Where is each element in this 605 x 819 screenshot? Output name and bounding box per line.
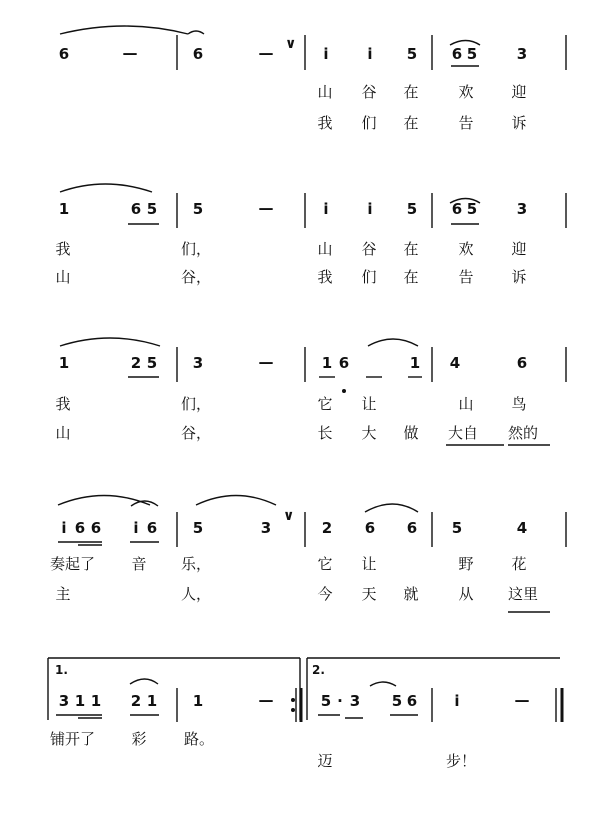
lyric: 在 <box>403 268 419 286</box>
breath-mark: ∨ <box>283 508 295 524</box>
note: 6 <box>74 519 86 537</box>
lyric: 然的 <box>508 424 539 442</box>
note: 6 <box>451 45 463 63</box>
lyric: 诉 <box>511 114 527 132</box>
note: 5 <box>192 519 204 537</box>
volta-label: 2. <box>312 663 325 677</box>
lyric: 们， <box>181 395 212 413</box>
lyric: 告 <box>458 268 474 286</box>
slur-arc <box>196 496 276 506</box>
lyric: 天 <box>361 585 377 603</box>
lyric: 欢 <box>458 240 474 258</box>
note: 1 <box>192 692 204 710</box>
lyric: 山 <box>317 83 333 101</box>
note: 2 <box>321 519 333 537</box>
note: 1 <box>146 692 158 710</box>
lyric: 迎 <box>511 83 527 101</box>
note: 5 <box>146 354 158 372</box>
lyric: 们， <box>181 240 212 258</box>
note: 2 <box>130 692 142 710</box>
lyric: 们 <box>361 268 377 286</box>
note: i <box>454 692 460 710</box>
lyric: 就 <box>403 585 419 603</box>
lyric: 音 <box>131 555 147 573</box>
note: 5 <box>466 200 478 218</box>
lyric: 它 <box>317 555 333 573</box>
note: 6 <box>58 45 70 63</box>
lyric: 让 <box>361 555 377 573</box>
tie-arc <box>188 31 204 34</box>
tie-arc <box>60 26 188 34</box>
lyric: 我 <box>317 268 333 286</box>
note: 3 <box>516 200 528 218</box>
dot-note: · <box>337 692 343 710</box>
slur-arc <box>365 504 418 512</box>
slur-arc <box>60 184 152 192</box>
dash-hold: — <box>122 44 138 62</box>
repeat-dot <box>291 698 295 702</box>
note: 5 <box>406 45 418 63</box>
lyric: 人， <box>181 585 212 603</box>
note: 1 <box>409 354 421 372</box>
lyric: 我 <box>55 395 71 413</box>
lyric: 让 <box>361 395 377 413</box>
dash-hold: — <box>258 691 274 709</box>
breath-mark: ∨ <box>285 36 297 52</box>
dash-hold: — <box>258 44 274 62</box>
slur-arc <box>130 679 158 684</box>
note: 6 <box>406 692 418 710</box>
lyric: 迈 <box>317 752 333 770</box>
lyric: 欢 <box>458 83 474 101</box>
note: 3 <box>260 519 272 537</box>
lyric: 谷 <box>361 83 377 101</box>
note: 4 <box>449 354 461 372</box>
note: 3 <box>192 354 204 372</box>
lyric: 在 <box>403 240 419 258</box>
lyric: 鸟 <box>511 395 527 413</box>
note: 3 <box>516 45 528 63</box>
note: 3 <box>349 692 361 710</box>
note: i <box>323 45 329 63</box>
lyric: 山 <box>317 240 333 258</box>
repeat-dot <box>291 708 295 712</box>
lyric: 铺开了 <box>50 730 96 748</box>
note: 1 <box>58 354 70 372</box>
lyric: 野 <box>458 555 474 573</box>
note: 5 <box>192 200 204 218</box>
lyric: 长 <box>317 424 333 442</box>
note: 6 <box>338 354 350 372</box>
note: 6 <box>364 519 376 537</box>
note: 5 <box>406 200 418 218</box>
lyric: 今 <box>317 585 333 603</box>
octave-dot <box>342 389 346 393</box>
note: 1 <box>321 354 333 372</box>
note: 5 <box>466 45 478 63</box>
volta-label: 1. <box>55 663 68 677</box>
lyric: 乐， <box>181 555 212 573</box>
note: 3 <box>58 692 70 710</box>
note: 6 <box>451 200 463 218</box>
lyric: 在 <box>403 114 419 132</box>
lyric: 山 <box>458 395 474 413</box>
slur-arc <box>370 682 396 686</box>
note: 1 <box>74 692 86 710</box>
lyric: 彩 <box>131 730 147 748</box>
lyric: 诉 <box>511 268 527 286</box>
lyric: 们 <box>361 114 377 132</box>
lyric: 告 <box>458 114 474 132</box>
lyric: 主 <box>55 585 71 603</box>
slur-arc <box>368 339 418 346</box>
note: 6 <box>516 354 528 372</box>
lyric: 做 <box>403 424 419 442</box>
lyric: 在 <box>403 83 419 101</box>
lyric: 我 <box>55 240 71 258</box>
lyric: 大 <box>361 424 377 442</box>
lyric: 奏起了 <box>50 555 96 573</box>
lyric: 这里 <box>508 585 539 603</box>
lyric: 山 <box>55 268 71 286</box>
note: 6 <box>146 519 158 537</box>
note: i <box>367 45 373 63</box>
note: i <box>61 519 67 537</box>
lyric: 山 <box>55 424 71 442</box>
note: i <box>367 200 373 218</box>
note: 6 <box>130 200 142 218</box>
lyric: 它 <box>317 395 333 413</box>
note: i <box>133 519 139 537</box>
dash-hold: — <box>258 353 274 371</box>
dash-hold: — <box>258 199 274 217</box>
lyric: 花 <box>511 555 527 573</box>
note: 5 <box>391 692 403 710</box>
note: 6 <box>406 519 418 537</box>
note: 4 <box>516 519 528 537</box>
lyric: 我 <box>317 114 333 132</box>
lyric: 谷， <box>181 268 212 286</box>
note: 6 <box>90 519 102 537</box>
lyric: 大自 <box>448 424 479 442</box>
lyric: 从 <box>458 585 474 603</box>
note: i <box>323 200 329 218</box>
note: 1 <box>58 200 70 218</box>
note: 5 <box>146 200 158 218</box>
note: 5 <box>451 519 463 537</box>
lyric: 迎 <box>511 240 527 258</box>
lyric: 路。 <box>184 730 215 748</box>
note: 2 <box>130 354 142 372</box>
lyric: 谷， <box>181 424 212 442</box>
note: 5 <box>320 692 332 710</box>
slur-arc <box>60 338 160 346</box>
dash-hold: — <box>514 691 530 709</box>
lyric: 谷 <box>361 240 377 258</box>
note: 6 <box>192 45 204 63</box>
note: 1 <box>90 692 102 710</box>
lyric: 步！ <box>446 752 477 770</box>
